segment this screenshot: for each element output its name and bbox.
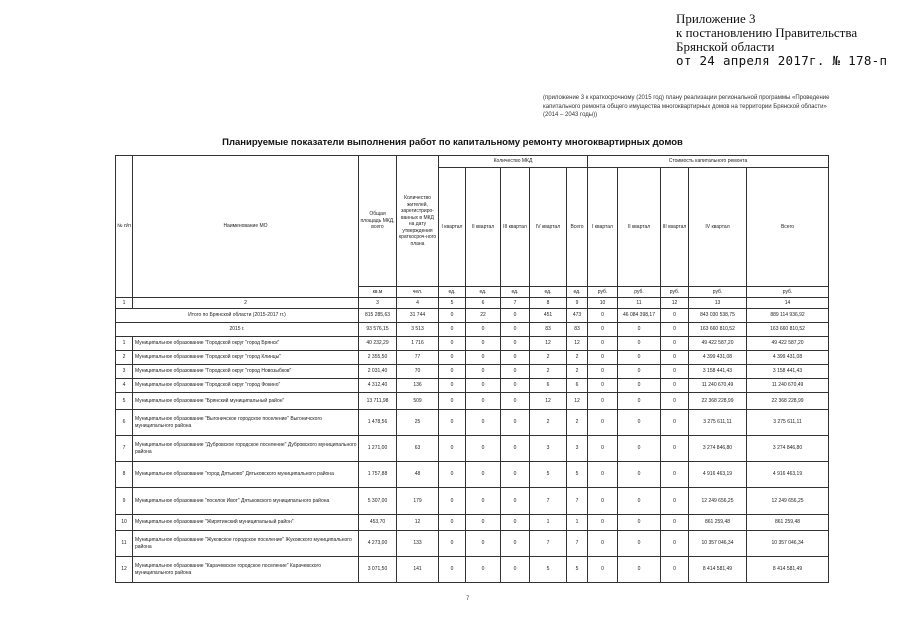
row-value: 0 xyxy=(661,351,689,365)
row-value: 0 xyxy=(501,462,530,488)
column-number-cell: 9 xyxy=(567,298,588,309)
header-cost-q4: IV квартал xyxy=(689,168,747,287)
header-residents: Количество жителей, зарегистриро-ванных в МКД на дату утверждения краткосроч-ного плана xyxy=(397,156,439,287)
row-value: 0 xyxy=(466,488,501,515)
column-number-cell: 11 xyxy=(618,298,661,309)
row-value: 0 xyxy=(588,379,618,393)
row-value: 7 xyxy=(567,488,588,515)
totals-value: 0 xyxy=(466,323,501,337)
row-value: 3 071,50 xyxy=(359,557,397,583)
row-value: 10 357 046,34 xyxy=(689,531,747,557)
row-number: 11 xyxy=(116,531,133,557)
unit-cell: ед. xyxy=(567,287,588,298)
row-value: 4 312,40 xyxy=(359,379,397,393)
row-value: 0 xyxy=(588,410,618,436)
row-value: 0 xyxy=(588,531,618,557)
row-value: 0 xyxy=(588,462,618,488)
row-value: 5 xyxy=(567,462,588,488)
row-value: 0 xyxy=(466,379,501,393)
totals-value: 0 xyxy=(439,309,466,323)
row-value: 3 275 611,11 xyxy=(689,410,747,436)
row-value: 0 xyxy=(661,365,689,379)
header-mkd-q1: I квартал xyxy=(439,168,466,287)
row-value: 12 xyxy=(567,337,588,351)
row-number: 3 xyxy=(116,365,133,379)
totals-value: 163 660 810,52 xyxy=(747,323,829,337)
column-number-cell: 12 xyxy=(661,298,689,309)
row-value: 0 xyxy=(439,488,466,515)
unit-cell: ед. xyxy=(439,287,466,298)
row-value: 0 xyxy=(618,488,661,515)
row-value: 6 xyxy=(567,379,588,393)
row-value: 179 xyxy=(397,488,439,515)
totals-value: 889 114 936,92 xyxy=(747,309,829,323)
header-mkd-q2: II квартал xyxy=(466,168,501,287)
column-number-cell: 7 xyxy=(501,298,530,309)
totals-value: 0 xyxy=(439,323,466,337)
header-cost-total: Всего xyxy=(747,168,829,287)
row-value: 1 716 xyxy=(397,337,439,351)
row-number: 12 xyxy=(116,557,133,583)
row-value: 0 xyxy=(588,436,618,462)
row-value: 5 xyxy=(530,462,567,488)
row-value: 0 xyxy=(588,351,618,365)
row-value: 136 xyxy=(397,379,439,393)
row-value: 0 xyxy=(501,351,530,365)
table-row xyxy=(116,379,829,393)
row-value: 4 916 463,19 xyxy=(689,462,747,488)
row-value: 861 259,48 xyxy=(747,515,829,531)
row-value: 0 xyxy=(439,436,466,462)
row-value: 1 478,56 xyxy=(359,410,397,436)
header-mkd-total: Всего xyxy=(567,168,588,287)
appendix-line-3: Брянской области xyxy=(676,39,775,54)
row-value: 1 757,88 xyxy=(359,462,397,488)
unit-cell: ед. xyxy=(501,287,530,298)
totals-value: 83 xyxy=(567,323,588,337)
row-value: 0 xyxy=(466,351,501,365)
totals-value: 83 xyxy=(530,323,567,337)
row-value: 49 422 587,20 xyxy=(747,337,829,351)
totals-value: 0 xyxy=(501,309,530,323)
unit-cell: руб. xyxy=(588,287,618,298)
row-value: 0 xyxy=(618,365,661,379)
row-number: 1 xyxy=(116,337,133,351)
totals-row xyxy=(116,309,829,323)
column-number-cell: 8 xyxy=(530,298,567,309)
row-value: 0 xyxy=(618,337,661,351)
row-value: 2 xyxy=(530,410,567,436)
row-number: 6 xyxy=(116,410,133,436)
appendix-block xyxy=(676,12,887,68)
table-row xyxy=(116,365,829,379)
totals-value: 93 576,15 xyxy=(359,323,397,337)
table-title: Планируемые показатели выполнения работ по капитальному ремонту многоквартирных домов xyxy=(222,137,683,148)
row-value: 0 xyxy=(661,462,689,488)
municipality-name: Муниципальное образование "Жирятинский муниципальный район" xyxy=(133,515,359,531)
row-value: 49 422 587,20 xyxy=(689,337,747,351)
totals-label: Итого по Брянской области (2015-2017 гг.) xyxy=(116,309,359,323)
row-number: 5 xyxy=(116,393,133,410)
row-value: 3 158 441,43 xyxy=(747,365,829,379)
row-value: 0 xyxy=(588,488,618,515)
row-value: 0 xyxy=(661,488,689,515)
row-value: 77 xyxy=(397,351,439,365)
table-row xyxy=(116,436,829,462)
row-value: 0 xyxy=(501,379,530,393)
row-value: 0 xyxy=(501,531,530,557)
totals-value: 815 285,63 xyxy=(359,309,397,323)
row-value: 3 158 441,43 xyxy=(689,365,747,379)
row-value: 509 xyxy=(397,393,439,410)
row-value: 0 xyxy=(588,393,618,410)
row-number: 9 xyxy=(116,488,133,515)
table-row xyxy=(116,557,829,583)
row-value: 0 xyxy=(501,337,530,351)
municipality-name: Муниципальное образование "Городской округ "город Новозыбков" xyxy=(133,365,359,379)
row-value: 0 xyxy=(618,351,661,365)
totals-value: 31 744 xyxy=(397,309,439,323)
unit-cell: руб. xyxy=(747,287,829,298)
municipality-name: Муниципальное образование "город Дятьково" Дятьковского муниципального района xyxy=(133,462,359,488)
page-number: 7 xyxy=(466,596,470,602)
header-cost-q3: III квартал xyxy=(661,168,689,287)
row-value: 12 xyxy=(567,393,588,410)
row-value: 5 xyxy=(567,557,588,583)
row-value: 453,70 xyxy=(359,515,397,531)
row-value: 3 274 846,80 xyxy=(689,436,747,462)
row-value: 0 xyxy=(466,462,501,488)
row-value: 40 232,29 xyxy=(359,337,397,351)
row-value: 861 259,48 xyxy=(689,515,747,531)
row-value: 2 xyxy=(567,351,588,365)
row-value: 1 xyxy=(567,515,588,531)
totals-value: 843 030 538,75 xyxy=(689,309,747,323)
row-value: 0 xyxy=(439,462,466,488)
table-row xyxy=(116,462,829,488)
row-value: 0 xyxy=(466,410,501,436)
row-value: 0 xyxy=(501,410,530,436)
row-value: 133 xyxy=(397,531,439,557)
column-number-cell: 14 xyxy=(747,298,829,309)
header-cost-q2: II квартал xyxy=(618,168,661,287)
row-value: 3 xyxy=(567,436,588,462)
table-row xyxy=(116,531,829,557)
row-value: 0 xyxy=(618,462,661,488)
unit-cell: руб. xyxy=(618,287,661,298)
column-number-cell: 4 xyxy=(397,298,439,309)
row-value: 12 xyxy=(397,515,439,531)
row-value: 0 xyxy=(466,515,501,531)
row-value: 4 399 431,08 xyxy=(747,351,829,365)
municipality-name: Муниципальное образование "Карачевское городское поселение" Карачевского муниципального района xyxy=(133,557,359,583)
row-value: 0 xyxy=(439,393,466,410)
row-value: 0 xyxy=(501,515,530,531)
row-value: 5 xyxy=(530,557,567,583)
appendix-line-2: к постановлению Правительства xyxy=(676,25,858,40)
header-group-mkd: Количество МКД xyxy=(439,156,588,168)
row-value: 0 xyxy=(618,515,661,531)
row-value: 7 xyxy=(530,488,567,515)
municipality-name: Муниципальное образование "поселок Ивот" Дятьковского муниципального района xyxy=(133,488,359,515)
row-value: 0 xyxy=(466,365,501,379)
row-value: 0 xyxy=(661,531,689,557)
totals-value: 22 xyxy=(466,309,501,323)
row-value: 0 xyxy=(618,557,661,583)
row-value: 8 414 581,49 xyxy=(747,557,829,583)
row-value: 0 xyxy=(501,436,530,462)
row-value: 0 xyxy=(501,365,530,379)
header-mkd-q4: IV квартал xyxy=(530,168,567,287)
row-value: 0 xyxy=(466,436,501,462)
column-number-cell: 2 xyxy=(133,298,359,309)
table-row xyxy=(116,410,829,436)
row-value: 11 240 670,49 xyxy=(689,379,747,393)
row-value: 63 xyxy=(397,436,439,462)
row-value: 0 xyxy=(661,436,689,462)
row-value: 0 xyxy=(618,379,661,393)
row-value: 2 031,40 xyxy=(359,365,397,379)
column-number-cell: 13 xyxy=(689,298,747,309)
row-value: 0 xyxy=(588,557,618,583)
totals-value: 0 xyxy=(588,323,618,337)
municipality-name: Муниципальное образование "Городской округ "город Брянск" xyxy=(133,337,359,351)
totals-value: 451 xyxy=(530,309,567,323)
row-value: 0 xyxy=(439,351,466,365)
row-value: 3 274 846,80 xyxy=(747,436,829,462)
row-number: 10 xyxy=(116,515,133,531)
column-number-cell: 5 xyxy=(439,298,466,309)
totals-value: 163 660 810,52 xyxy=(689,323,747,337)
row-value: 0 xyxy=(439,515,466,531)
table-row xyxy=(116,515,829,531)
row-value: 12 xyxy=(530,337,567,351)
unit-cell: руб. xyxy=(661,287,689,298)
row-value: 0 xyxy=(588,337,618,351)
row-value: 22 368 228,99 xyxy=(747,393,829,410)
row-value: 70 xyxy=(397,365,439,379)
row-value: 0 xyxy=(439,379,466,393)
totals-value: 0 xyxy=(661,309,689,323)
row-value: 0 xyxy=(618,531,661,557)
column-number-cell: 10 xyxy=(588,298,618,309)
column-number-row xyxy=(116,298,829,309)
row-value: 0 xyxy=(439,410,466,436)
municipality-name: Муниципальное образование "Дубровское городское поселение" Дубровского муниципального района xyxy=(133,436,359,462)
appendix-line-1: Приложение 3 xyxy=(676,11,756,26)
table-row xyxy=(116,393,829,410)
header-mkd-q3: III квартал xyxy=(501,168,530,287)
row-value: 5 307,00 xyxy=(359,488,397,515)
row-value: 7 xyxy=(567,531,588,557)
row-value: 4 399 431,08 xyxy=(689,351,747,365)
row-value: 12 xyxy=(530,393,567,410)
row-value: 2 xyxy=(567,410,588,436)
row-value: 3 xyxy=(530,436,567,462)
row-value: 48 xyxy=(397,462,439,488)
header-num: № п/п xyxy=(116,156,133,298)
column-number-cell: 6 xyxy=(466,298,501,309)
column-number-cell: 1 xyxy=(116,298,133,309)
row-number: 8 xyxy=(116,462,133,488)
row-value: 8 414 581,49 xyxy=(689,557,747,583)
data-table xyxy=(115,155,829,583)
row-value: 0 xyxy=(439,337,466,351)
municipality-name: Муниципальное образование "Выгоничское городское поселение" Выгоничского муниципального района xyxy=(133,410,359,436)
unit-cell: чел. xyxy=(397,287,439,298)
unit-cell: руб. xyxy=(689,287,747,298)
row-value: 10 357 046,34 xyxy=(747,531,829,557)
totals-value: 0 xyxy=(661,323,689,337)
row-value: 0 xyxy=(439,365,466,379)
header-area: Общая площадь МКД, всего xyxy=(359,156,397,287)
column-number-cell: 3 xyxy=(359,298,397,309)
municipality-name: Муниципальное образование "Городской округ "город Фокино" xyxy=(133,379,359,393)
unit-cell: кв.м xyxy=(359,287,397,298)
row-value: 0 xyxy=(661,515,689,531)
row-value: 0 xyxy=(501,557,530,583)
totals-value: 3 513 xyxy=(397,323,439,337)
row-value: 2 xyxy=(530,365,567,379)
header-name: Наименование МО xyxy=(133,156,359,298)
table-row xyxy=(116,351,829,365)
row-value: 0 xyxy=(466,557,501,583)
row-value: 0 xyxy=(661,379,689,393)
totals-row xyxy=(116,323,829,337)
row-value: 0 xyxy=(466,337,501,351)
row-number: 7 xyxy=(116,436,133,462)
row-value: 0 xyxy=(588,515,618,531)
row-value: 0 xyxy=(661,557,689,583)
row-value: 22 368 228,99 xyxy=(689,393,747,410)
row-value: 4 916 463,19 xyxy=(747,462,829,488)
row-value: 0 xyxy=(466,531,501,557)
unit-cell: ед. xyxy=(466,287,501,298)
row-value: 0 xyxy=(661,337,689,351)
totals-label: 2015 г. xyxy=(116,323,359,337)
row-value: 1 271,00 xyxy=(359,436,397,462)
totals-value: 46 084 398,17 xyxy=(618,309,661,323)
row-value: 25 xyxy=(397,410,439,436)
row-value: 0 xyxy=(501,488,530,515)
municipality-name: Муниципальное образование "Жуковское городское поселение" Жуковского муниципального района xyxy=(133,531,359,557)
row-value: 2 355,50 xyxy=(359,351,397,365)
row-value: 0 xyxy=(618,410,661,436)
row-value: 2 xyxy=(567,365,588,379)
row-value: 0 xyxy=(588,365,618,379)
row-value: 0 xyxy=(661,393,689,410)
header-cost-q1: I квартал xyxy=(588,168,618,287)
row-value: 0 xyxy=(439,531,466,557)
row-value: 6 xyxy=(530,379,567,393)
table-row xyxy=(116,488,829,515)
municipality-name: Муниципальное образование "Городской округ "город Клинцы" xyxy=(133,351,359,365)
unit-cell: ед. xyxy=(530,287,567,298)
row-value: 0 xyxy=(618,436,661,462)
totals-value: 0 xyxy=(588,309,618,323)
row-number: 2 xyxy=(116,351,133,365)
row-value: 0 xyxy=(661,410,689,436)
appendix-line-4: от 24 апреля 2017г. № 178-п xyxy=(676,53,888,68)
totals-value: 0 xyxy=(501,323,530,337)
totals-value: 473 xyxy=(567,309,588,323)
header-group-cost: Стоимость капитального ремонта xyxy=(588,156,829,168)
table-row xyxy=(116,337,829,351)
row-number: 4 xyxy=(116,379,133,393)
row-value: 3 275 611,11 xyxy=(747,410,829,436)
row-value: 12 249 656,25 xyxy=(689,488,747,515)
row-value: 0 xyxy=(466,393,501,410)
totals-value: 0 xyxy=(618,323,661,337)
row-value: 0 xyxy=(618,393,661,410)
municipality-name: Муниципальное образование "Брянский муниципальный район" xyxy=(133,393,359,410)
row-value: 2 xyxy=(530,351,567,365)
row-value: 0 xyxy=(501,393,530,410)
row-value: 7 xyxy=(530,531,567,557)
program-note: (приложение 3 к краткосрочному (2015 год) плану реализации региональной программы «Проведение капитального ремонта общего имущества многоквартирных домов на территории Брянской области» (2014 – 2043 годы)) xyxy=(543,95,830,118)
row-value: 0 xyxy=(439,557,466,583)
row-value: 141 xyxy=(397,557,439,583)
row-value: 12 249 656,25 xyxy=(747,488,829,515)
row-value: 4 273,00 xyxy=(359,531,397,557)
row-value: 1 xyxy=(530,515,567,531)
row-value: 13 711,98 xyxy=(359,393,397,410)
row-value: 11 240 670,49 xyxy=(747,379,829,393)
